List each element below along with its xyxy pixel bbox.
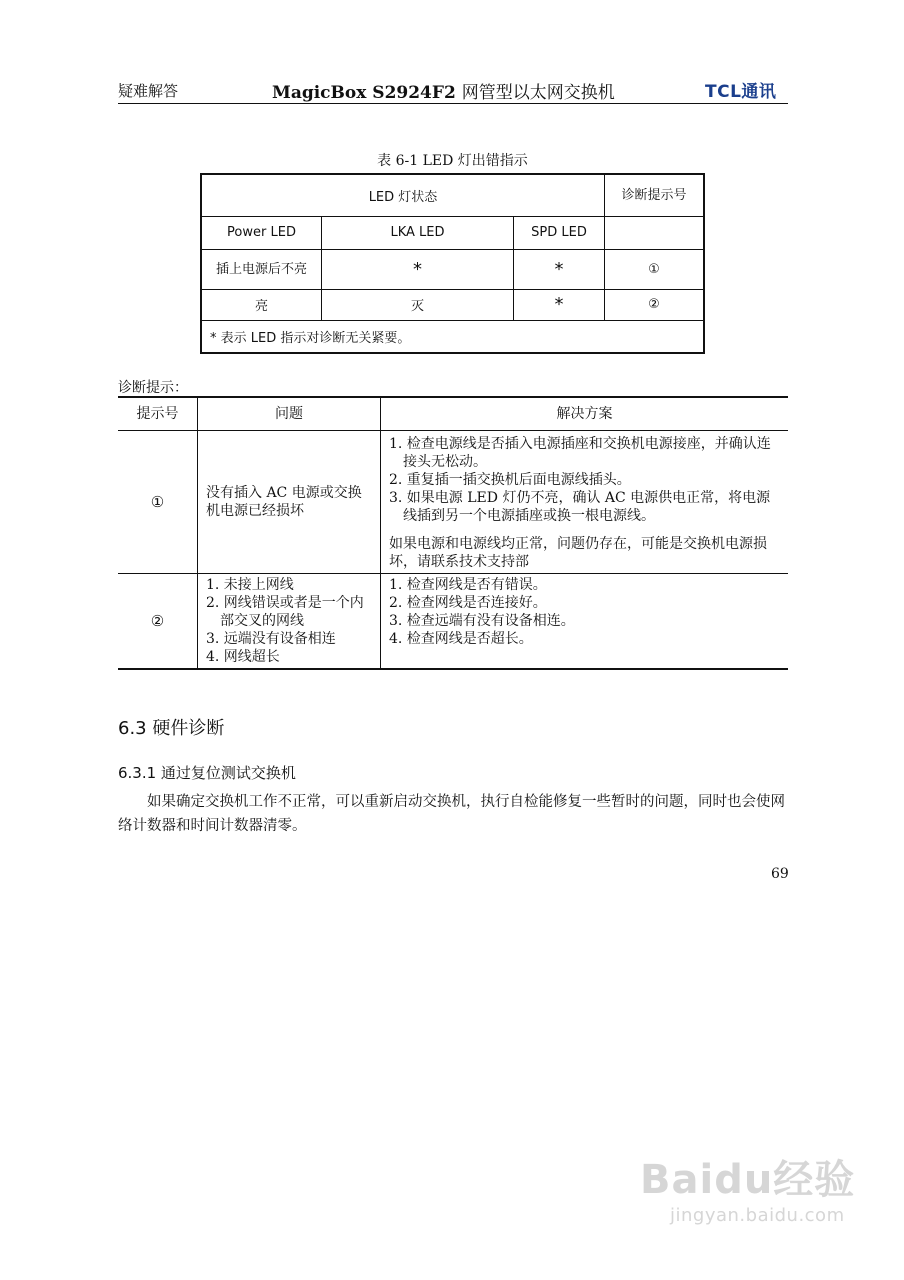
- hint-number-header: 诊断提示号: [605, 174, 705, 216]
- led-row: [201, 249, 704, 289]
- problem-col-header: 问题: [198, 397, 381, 431]
- solution-note: 如果电源和电源线均正常，问题仍存在，可能是交换机电源损坏，请联系技术支持部: [389, 536, 767, 570]
- spd-led-header: SPD LED: [514, 216, 605, 249]
- solution-steps: [389, 435, 780, 525]
- lka-led-header: LKA LED: [322, 216, 514, 249]
- baidu-watermark: [640, 1148, 855, 1226]
- section-heading: 6.3 硬件诊断: [118, 718, 225, 739]
- problem-item: 2. 网线错误或者是一个内部交叉的网线: [206, 595, 364, 629]
- solution-step: 1. 检查网线是否有错误。: [389, 577, 547, 593]
- led-table-caption: 表 6-1 LED 灯出错指示: [377, 153, 528, 169]
- lka-led-state: *: [322, 249, 514, 289]
- header-divider: [118, 103, 788, 104]
- body-paragraph: 如果确定交换机工作不正常，可以重新启动交换机，执行自检能修复一些暂时的问题，同时也会使网络计数器和时间计数器清零。: [118, 794, 785, 834]
- subsection-heading: 6.3.1 通过复位测试交换机: [118, 764, 296, 782]
- lka-led-state: 灭: [322, 289, 514, 320]
- led-row: [201, 289, 704, 320]
- hint-number: ②: [118, 574, 198, 670]
- led-table-note: * 表示 LED 指示对诊断无关紧要。: [201, 320, 704, 353]
- hint-blank-cell: [605, 216, 705, 249]
- diagnosis-table: [118, 396, 788, 670]
- led-status-table: [200, 173, 705, 354]
- problem-text: 没有插入 AC 电源或交换机电源已经损坏: [198, 431, 381, 574]
- spd-led-state: *: [514, 289, 605, 320]
- solution-steps: [389, 576, 780, 648]
- header-product: MagicBox S2924F2: [272, 83, 456, 103]
- tcl-logo: TCL通讯: [705, 82, 777, 102]
- solution-step: 3. 检查远端有没有设备相连。: [389, 613, 575, 629]
- power-led-state: 插上电源后不亮: [201, 249, 322, 289]
- problem-list: [206, 576, 372, 666]
- problem-item: 3. 远端没有设备相连: [206, 631, 336, 647]
- header-product-cn: 网管型以太网交换机: [461, 83, 615, 103]
- hint-number: ①: [605, 249, 705, 289]
- solution-step: 1. 检查电源线是否插入电源插座和交换机电源接座，并确认连接头无松动。: [389, 436, 771, 470]
- solution-step: 2. 重复插一插交换机后面电源线插头。: [389, 472, 631, 488]
- header-title: [272, 78, 615, 103]
- hint-number-col-header: 提示号: [118, 397, 198, 431]
- led-group-header: LED 灯状态: [201, 174, 605, 216]
- diagnosis-label: 诊断提示：: [118, 380, 188, 396]
- watermark-url: jingyan.baidu.com: [670, 1205, 845, 1226]
- hint-number: ②: [605, 289, 705, 320]
- power-led-state: 亮: [201, 289, 322, 320]
- solution-step: 4. 检查网线是否超长。: [389, 631, 533, 647]
- problem-item: 1. 未接上网线: [206, 577, 294, 593]
- problem-item: 4. 网线超长: [206, 649, 280, 665]
- diagnosis-row: [118, 574, 788, 670]
- power-led-header: Power LED: [201, 216, 322, 249]
- solution-step: 3. 如果电源 LED 灯仍不亮，确认 AC 电源供电正常，将电源线插到另一个电源插座或换一根电源线。: [389, 490, 771, 524]
- page-number: 69: [771, 866, 789, 882]
- solution-step: 2. 检查网线是否连接好。: [389, 595, 547, 611]
- diagnosis-row: [118, 431, 788, 574]
- solution-col-header: 解决方案: [381, 397, 789, 431]
- header-section-label: 疑难解答: [118, 82, 179, 100]
- hint-number: ①: [118, 431, 198, 574]
- watermark-brand: Baidu经验: [640, 1157, 856, 1203]
- spd-led-state: *: [514, 249, 605, 289]
